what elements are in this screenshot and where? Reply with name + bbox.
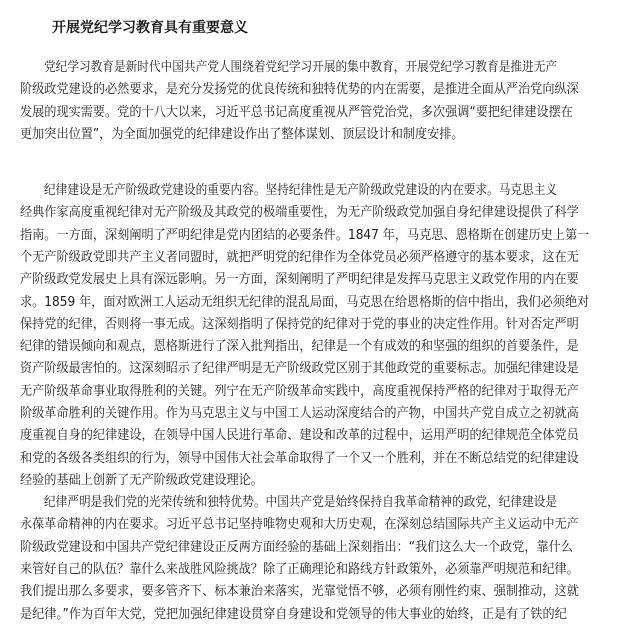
paragraph-line: 保持党的纪律，否则将一事无成。这深刻指明了保持党的纪律对于党的事业的决定性作用。针对否定严明 — [20, 316, 579, 332]
paragraph-line: 度重视自身的纪律建设，在领导中国人民进行革命、建设和改革的过程中，运用严明的纪律规范全体党员 — [20, 428, 579, 444]
paragraph-line: 阶级政党建设的必然要求，是充分发扬党的优良传统和独特优势的内在需要，是推进全面从严治党向纵深 — [20, 82, 579, 98]
paragraph-line: 指南。一方面，深刻阐明了严明纪律是党内团结的必要条件。1847 年，马克思、恩格斯在创建历史上第一 — [20, 227, 590, 243]
paragraph-line: 是纪律。”作为百年大党，党把加强纪律建设贯穿自身建设和党领导的伟大事业的始终，正是有了铁的纪 — [20, 606, 567, 622]
article-title: 开展党纪学习教育具有重要意义 — [52, 20, 248, 36]
paragraph-first-line: 纪律严明是我们党的光荣传统和独特优势。中国共产党是始终保持自我革命精神的政党，纪律建设是 — [44, 495, 558, 510]
paragraph-line: 发展的现实需要。党的十八大以来，习近平总书记高度重视从严管党治党，多次强调“要把纪律建设摆在 — [20, 104, 573, 120]
paragraph-line: 阶级革命胜利的关键作用。作为马克思主义与中国工人运动深度结合的产物，中国共产党自成立之初就高 — [20, 406, 579, 421]
paragraph-line: 产阶级政党发展史上具有深远影响。另一方面，深刻阐明了严明纪律是发挥马克思主义政党作用的内在要 — [20, 272, 579, 288]
paragraph-line: 无产阶级革命事业取得胜利的关键。列宁在无产阶级革命实践中，高度重视保持严格的纪律对于取得无产 — [20, 383, 579, 399]
paragraph-first-line: 纪律建设是无产阶级政党建设的重要内容。坚持纪律性是无产阶级政党建设的内在要求。马克思主义 — [44, 183, 558, 198]
paragraph-first-line: 党纪学习教育是新时代中国共产党人围绕着党纪学习开展的集中教育，开展党纪学习教育是推进无产 — [44, 60, 558, 75]
paragraph-line: 阶级政党建设和中国共产党纪律建设正反两方面经验的基础上深刻指出：“我们这么大一个政党，靠什么 — [20, 539, 573, 555]
paragraph-line: 和党的各级各类组织的行为，领导中国伟大社会革命取得了一个又一个胜利，并在不断总结党的纪律建设 — [20, 450, 579, 466]
paragraph-line: 我们提出那么多要求，要多管齐下、标本兼治来落实，光靠觉悟不够，必须有刚性约束、强制推动，这就 — [20, 584, 579, 600]
paragraph-line: 资产阶级最害怕的。这深刻昭示了纪律严明是无产阶级政党区别于其他政党的重要标志。加强纪律建设是 — [20, 361, 579, 377]
paragraph-line: 永葆革命精神的内在要求。习近平总书记坚持唯物史观和大历史观，在深刻总结国际共产主义运动中无产 — [20, 517, 579, 533]
paragraph-line: 来管好自己的队伍？靠什么来战胜风险挑战？除了正确理论和路线方针政策外，必须靠严明规范和纪律。 — [20, 561, 579, 577]
paragraph-line: 经验的基础上创新了无产阶级政党建设理论。 — [20, 472, 263, 488]
paragraph-line: 经典作家高度重视纪律对无产阶级及其政党的极端重要性，为无产阶级政党加强自身纪律建设提供了科学 — [20, 205, 579, 221]
paragraph-line: 求。1859 年，面对欧洲工人运动无组织无纪律的混乱局面，马克思在给恩格斯的信中指出，我们必须绝对 — [20, 294, 590, 310]
paragraph-line: 更加突出位置”，为全面加强党的纪律建设作出了整体谋划、顶层设计和制度安排。 — [20, 126, 464, 142]
paragraph-line: 纪律的错误倾向和观点，恩格斯进行了深入批判指出，纪律是一个有成效的和坚强的组织的首要条件，是 — [20, 339, 579, 355]
paragraph-line: 个无产阶级政党即共产主义者同盟时，就把严明党的纪律作为全体党员必须严格遵守的基本要求，这在无 — [20, 249, 579, 265]
